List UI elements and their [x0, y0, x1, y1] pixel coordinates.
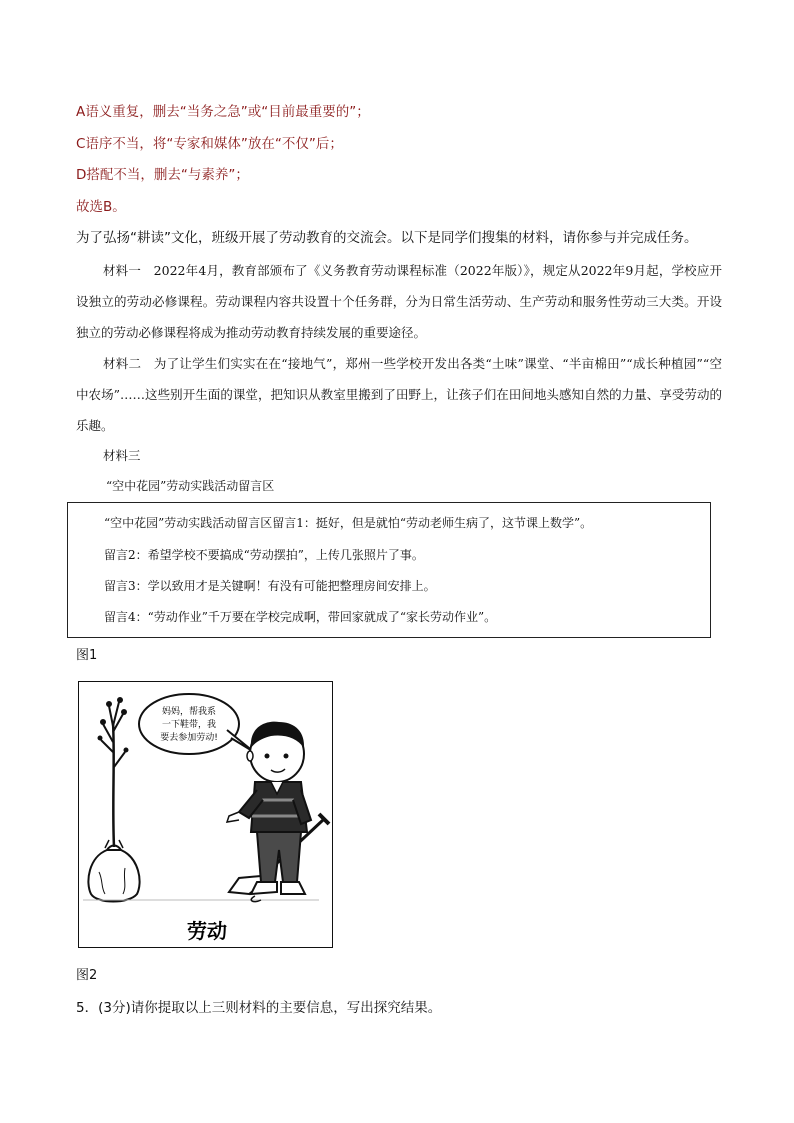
message-4: 留言4：“劳动作业”千万要在学校完成啊，带回家就成了“家长劳动作业”。: [104, 610, 497, 624]
material-three-label: 材料三: [103, 448, 141, 463]
answer-line-c: C语序不当，将“专家和媒体”放在“不仅”后；: [76, 136, 343, 152]
intro-text: 为了弘扬“耕读”文化，班级开展了劳动教育的交流会。以下是同学们搜集的材料，请你参与并完成任务。: [76, 230, 698, 246]
figure-1-caption: 图1: [76, 648, 98, 663]
answer-line-d: D搭配不当，删去“与素养”；: [76, 167, 249, 183]
speech-line-3: 要去参加劳动!: [160, 733, 218, 743]
message-2: 留言2：希望学校不要搞成“劳动摆拍”，上传几张照片了事。: [104, 548, 424, 562]
speech-line-1: 妈妈，帮我系: [161, 707, 217, 717]
answer-conclusion: 故选B。: [76, 199, 126, 215]
material-one: 材料一 2022年4月，教育部颁布了《义务教育劳动课程标准（2022年版）》，规定从2022年9月起，学校应开设独立的劳动必修课程。劳动课程内容共设置十个任务群，分为日常生活劳动、生产劳动和服务性劳动三大类。开设独立的劳动必修课程将成为推动劳动教育持续发展的重要途径。: [76, 263, 722, 340]
message-1: “空中花园”劳动实践活动留言区留言1：挺好，但是就怕“劳动老师生病了，这节课上数学”。: [104, 516, 593, 530]
material-two: 材料二 为了让学生们实实在在“接地气”，郑州一些学校开发出各类“土味”课堂、“半亩棉田”“成长种植园”“空中农场”……这些别开生面的课堂，把知识从教室里搬到了田野上，让孩子们在田间地头感知自然的力量、享受劳动的乐趣。: [76, 356, 722, 433]
cartoon-illustration: [79, 682, 332, 947]
speech-line-2: 一下鞋带，我: [161, 720, 217, 730]
cartoon-title: 劳动: [187, 919, 227, 943]
message-board: [67, 502, 711, 638]
message-3: 留言3：学以致用才是关键啊！有没有可能把整理房间安排上。: [104, 579, 436, 593]
labor-cartoon: [78, 681, 333, 948]
figure-2-caption: 图2: [76, 968, 98, 983]
question-5: 5．(3分)请你提取以上三则材料的主要信息，写出探究结果。: [76, 1000, 442, 1016]
message-board-title: “空中花园”劳动实践活动留言区: [106, 479, 275, 493]
answer-line-a: A语义重复，删去“当务之急”或“目前最重要的”；: [76, 104, 370, 120]
